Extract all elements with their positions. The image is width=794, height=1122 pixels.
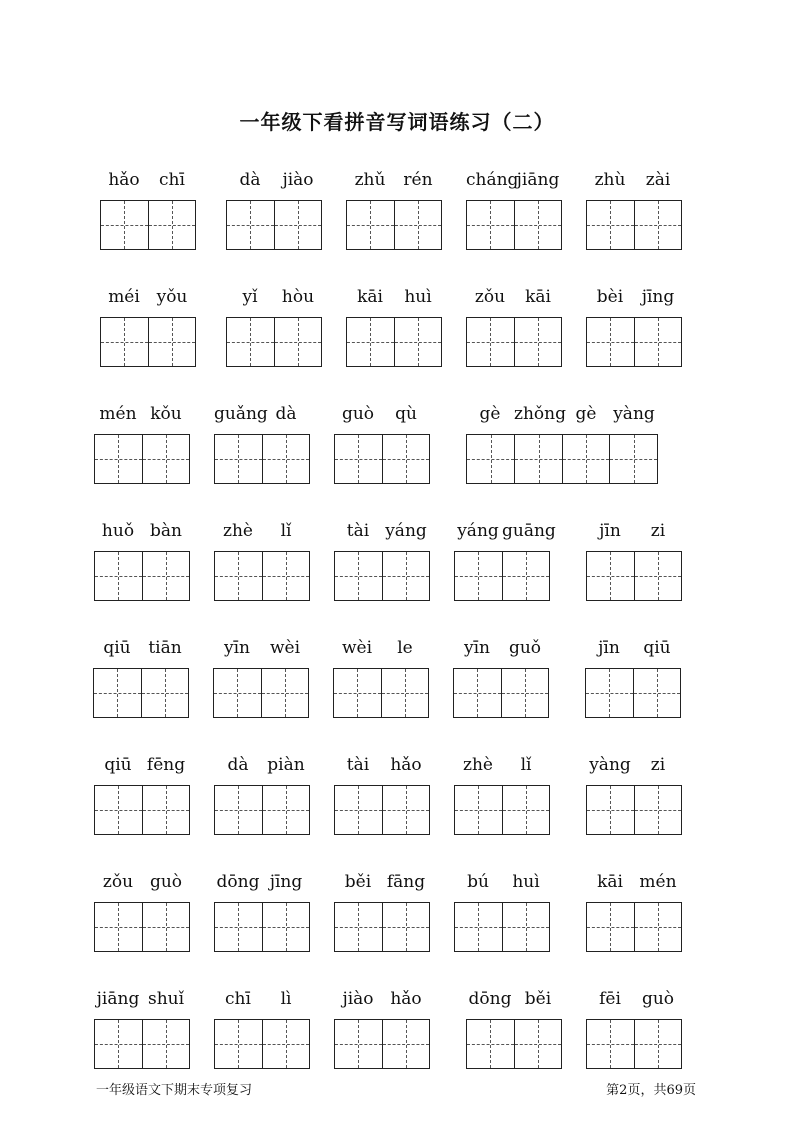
pinyin-syllable: jīn — [599, 521, 621, 541]
pinyin-syllable: zǒu — [102, 872, 134, 892]
pinyin-syllable: wèi — [269, 638, 301, 658]
writing-cell[interactable] — [334, 669, 381, 717]
writing-cell[interactable] — [262, 435, 309, 483]
writing-cell[interactable] — [142, 1020, 189, 1068]
tianzige-boxes — [466, 200, 562, 250]
pinyin-label — [214, 521, 310, 545]
writing-cell[interactable] — [262, 1020, 309, 1068]
tianzige-boxes — [214, 434, 310, 484]
writing-cell[interactable] — [382, 1020, 429, 1068]
writing-cell[interactable] — [142, 552, 189, 600]
pinyin-syllable: guò — [149, 872, 183, 892]
writing-cell[interactable] — [502, 903, 549, 951]
writing-cell[interactable] — [467, 318, 514, 366]
writing-cell[interactable] — [587, 201, 634, 249]
tianzige-boxes — [214, 902, 310, 952]
pinyin-syllable: zi — [650, 755, 666, 775]
pinyin-label — [333, 638, 429, 662]
tianzige-boxes — [453, 668, 549, 718]
pinyin-syllable: le — [397, 638, 413, 658]
pinyin-syllable: bú — [467, 872, 489, 892]
writing-cell[interactable] — [215, 903, 262, 951]
writing-cell[interactable] — [95, 1020, 142, 1068]
writing-cell[interactable] — [634, 903, 681, 951]
writing-cell[interactable] — [215, 435, 262, 483]
writing-cell[interactable] — [394, 318, 441, 366]
pinyin-syllable: chī — [225, 989, 251, 1009]
tianzige-boxes — [226, 317, 322, 367]
writing-cell[interactable] — [214, 669, 261, 717]
pinyin-syllable: dà — [227, 755, 249, 775]
tianzige-boxes — [94, 434, 190, 484]
pinyin-syllable: fēi — [599, 989, 621, 1009]
tianzige-boxes — [586, 551, 682, 601]
pinyin-label — [226, 287, 322, 311]
worksheet-title: 一年级下看拼音写词语练习（二） — [239, 110, 555, 134]
writing-cell[interactable] — [382, 786, 429, 834]
pinyin-syllable: jīng — [641, 287, 675, 307]
writing-cell[interactable] — [335, 1020, 382, 1068]
pinyin-syllable: piàn — [267, 755, 305, 775]
pinyin-syllable: yáng — [385, 521, 427, 541]
exercise-row — [0, 872, 794, 972]
tianzige-boxes — [100, 317, 196, 367]
pinyin-syllable: lǐ — [280, 521, 292, 541]
tianzige-boxes — [214, 785, 310, 835]
writing-cell[interactable] — [382, 552, 429, 600]
writing-cell[interactable] — [274, 201, 321, 249]
writing-cell[interactable] — [587, 786, 634, 834]
pinyin-label — [454, 872, 550, 896]
pinyin-syllable: qù — [395, 404, 417, 424]
pinyin-syllable: bàn — [150, 521, 182, 541]
pinyin-syllable: dà — [239, 170, 261, 190]
writing-cell[interactable] — [502, 552, 549, 600]
pinyin-label — [453, 638, 549, 662]
tianzige-boxes — [334, 785, 430, 835]
writing-cell[interactable] — [142, 903, 189, 951]
pinyin-syllable: jīng — [269, 872, 303, 892]
writing-cell[interactable] — [562, 435, 610, 483]
writing-cell[interactable] — [609, 435, 657, 483]
pinyin-syllable: guǒ — [508, 638, 542, 658]
pinyin-label — [586, 170, 682, 194]
writing-cell[interactable] — [335, 552, 382, 600]
pinyin-syllable: yàng — [613, 404, 655, 424]
pinyin-syllable: jiào — [282, 170, 314, 190]
pinyin-label — [214, 872, 310, 896]
writing-cell[interactable] — [101, 318, 148, 366]
pinyin-syllable: yīn — [464, 638, 490, 658]
writing-cell[interactable] — [335, 435, 382, 483]
pinyin-label — [226, 170, 322, 194]
pinyin-syllable: zhè — [223, 521, 253, 541]
tianzige-boxes — [346, 317, 442, 367]
pinyin-syllable: yīn — [224, 638, 250, 658]
writing-cell[interactable] — [514, 201, 561, 249]
writing-cell[interactable] — [347, 318, 394, 366]
pinyin-syllable: fāng — [386, 872, 426, 892]
pinyin-syllable: qiū — [104, 755, 132, 775]
tianzige-boxes — [585, 668, 681, 718]
pinyin-syllable: zhù — [594, 170, 626, 190]
pinyin-syllable: jīn — [598, 638, 620, 658]
pinyin-syllable: hǎo — [390, 989, 422, 1009]
pinyin-syllable: guǎng — [214, 404, 268, 424]
tianzige-boxes — [466, 1019, 562, 1069]
footer-course-label: 一年级语文下期末专项复习 — [96, 1083, 253, 1098]
pinyin-label — [100, 170, 196, 194]
pinyin-label — [466, 170, 562, 194]
pinyin-syllable: zhǔ — [354, 170, 386, 190]
writing-cell[interactable] — [501, 669, 548, 717]
tianzige-boxes — [586, 785, 682, 835]
pinyin-syllable: wèi — [341, 638, 373, 658]
pinyin-syllable: zǒu — [474, 287, 506, 307]
pinyin-syllable: yàng — [589, 755, 631, 775]
tianzige-boxes — [94, 785, 190, 835]
pinyin-syllable: chī — [159, 170, 185, 190]
pinyin-label — [334, 521, 430, 545]
writing-cell[interactable] — [274, 318, 321, 366]
writing-cell[interactable] — [262, 786, 309, 834]
tianzige-boxes — [466, 317, 562, 367]
pinyin-syllable: tài — [346, 521, 370, 541]
pinyin-syllable: yǐ — [242, 287, 258, 307]
writing-cell[interactable] — [634, 201, 681, 249]
pinyin-label — [94, 404, 190, 428]
pinyin-label — [466, 287, 562, 311]
writing-cell[interactable] — [502, 786, 549, 834]
pinyin-syllable: qiū — [643, 638, 671, 658]
writing-cell[interactable] — [227, 201, 274, 249]
tianzige-boxes — [214, 1019, 310, 1069]
writing-cell[interactable] — [455, 552, 502, 600]
writing-cell[interactable] — [94, 669, 141, 717]
pinyin-syllable: kāi — [597, 872, 623, 892]
pinyin-syllable: rén — [403, 170, 433, 190]
pinyin-syllable: gè — [479, 404, 501, 424]
pinyin-label — [466, 989, 562, 1013]
writing-cell[interactable] — [587, 903, 634, 951]
writing-cell[interactable] — [455, 786, 502, 834]
pinyin-label — [94, 872, 190, 896]
pinyin-syllable: jiào — [342, 989, 374, 1009]
pinyin-syllable: dōng — [468, 989, 512, 1009]
tianzige-boxes — [454, 551, 550, 601]
pinyin-syllable: jiāng — [96, 989, 140, 1009]
writing-cell[interactable] — [633, 669, 680, 717]
pinyin-syllable: guāng — [502, 521, 556, 541]
pinyin-syllable: běi — [524, 989, 552, 1009]
pinyin-syllable: qiū — [103, 638, 131, 658]
tianzige-boxes — [94, 551, 190, 601]
exercise-row — [0, 287, 794, 387]
pinyin-syllable: hǎo — [108, 170, 140, 190]
pinyin-syllable: lǐ — [520, 755, 532, 775]
tianzige-boxes — [94, 1019, 190, 1069]
pinyin-syllable: kǒu — [150, 404, 182, 424]
pinyin-label — [586, 521, 682, 545]
writing-cell[interactable] — [227, 318, 274, 366]
pinyin-syllable: guò — [341, 404, 375, 424]
tianzige-boxes — [213, 668, 309, 718]
pinyin-syllable: zhǒng — [514, 404, 566, 424]
pinyin-syllable: yáng — [457, 521, 499, 541]
writing-cell[interactable] — [95, 435, 142, 483]
writing-cell[interactable] — [586, 669, 633, 717]
writing-cell[interactable] — [634, 1020, 681, 1068]
writing-cell[interactable] — [142, 786, 189, 834]
pinyin-syllable: cháng — [466, 170, 519, 190]
pinyin-label — [585, 638, 681, 662]
tianzige-boxes — [93, 668, 189, 718]
pinyin-label — [586, 755, 682, 779]
pinyin-syllable: gè — [575, 404, 597, 424]
writing-cell[interactable] — [381, 669, 428, 717]
writing-cell[interactable] — [142, 435, 189, 483]
tianzige-boxes — [214, 551, 310, 601]
tianzige-boxes — [586, 317, 682, 367]
tianzige-boxes — [334, 902, 430, 952]
pinyin-syllable: hòu — [281, 287, 315, 307]
writing-cell[interactable] — [467, 1020, 514, 1068]
writing-cell[interactable] — [95, 552, 142, 600]
pinyin-label — [466, 404, 658, 428]
pinyin-syllable: shuǐ — [147, 989, 185, 1009]
pinyin-syllable: huì — [404, 287, 432, 307]
tianzige-boxes — [454, 785, 550, 835]
exercise-row — [0, 404, 794, 504]
tianzige-boxes — [226, 200, 322, 250]
pinyin-label — [346, 287, 442, 311]
pinyin-syllable: jiāng — [516, 170, 560, 190]
pinyin-syllable: yǒu — [156, 287, 188, 307]
pinyin-syllable: dōng — [216, 872, 260, 892]
pinyin-syllable: mén — [99, 404, 137, 424]
writing-cell[interactable] — [335, 786, 382, 834]
pinyin-label — [213, 638, 309, 662]
exercise-row — [0, 521, 794, 621]
writing-cell[interactable] — [101, 201, 148, 249]
pinyin-syllable: hǎo — [390, 755, 422, 775]
writing-cell[interactable] — [148, 318, 195, 366]
pinyin-syllable: lì — [280, 989, 292, 1009]
pinyin-label — [334, 404, 430, 428]
tianzige-boxes — [586, 902, 682, 952]
writing-cell[interactable] — [467, 201, 514, 249]
writing-cell[interactable] — [455, 903, 502, 951]
pinyin-syllable: kāi — [357, 287, 383, 307]
tianzige-boxes — [466, 434, 658, 484]
pinyin-label — [346, 170, 442, 194]
footer-page-number: 第2页，共69页 — [606, 1083, 696, 1098]
writing-cell[interactable] — [382, 435, 429, 483]
pinyin-label — [454, 521, 556, 545]
writing-cell[interactable] — [467, 435, 514, 483]
tianzige-boxes — [586, 200, 682, 250]
tianzige-boxes — [94, 902, 190, 952]
writing-cell[interactable] — [514, 435, 562, 483]
pinyin-syllable: dà — [275, 404, 297, 424]
pinyin-syllable: guò — [641, 989, 675, 1009]
writing-cell[interactable] — [587, 552, 634, 600]
writing-cell[interactable] — [634, 318, 681, 366]
writing-cell[interactable] — [514, 318, 561, 366]
pinyin-label — [93, 638, 189, 662]
writing-cell[interactable] — [514, 1020, 561, 1068]
pinyin-syllable: kāi — [525, 287, 551, 307]
pinyin-label — [94, 989, 190, 1013]
pinyin-label — [100, 287, 196, 311]
pinyin-label — [94, 755, 190, 779]
pinyin-label — [334, 872, 430, 896]
exercise-row — [0, 638, 794, 738]
writing-cell[interactable] — [454, 669, 501, 717]
writing-cell[interactable] — [148, 201, 195, 249]
writing-cell[interactable] — [215, 552, 262, 600]
pinyin-syllable: zhè — [463, 755, 493, 775]
writing-cell[interactable] — [587, 318, 634, 366]
pinyin-label — [214, 755, 310, 779]
tianzige-boxes — [334, 434, 430, 484]
pinyin-syllable: huǒ — [101, 521, 135, 541]
pinyin-label — [454, 755, 550, 779]
tianzige-boxes — [334, 551, 430, 601]
writing-cell[interactable] — [215, 786, 262, 834]
pinyin-syllable: bèi — [596, 287, 624, 307]
pinyin-syllable: tài — [346, 755, 370, 775]
pinyin-syllable: tiān — [148, 638, 182, 658]
tianzige-boxes — [454, 902, 550, 952]
writing-cell[interactable] — [382, 903, 429, 951]
tianzige-boxes — [333, 668, 429, 718]
exercise-row — [0, 989, 794, 1089]
pinyin-label — [586, 872, 682, 896]
pinyin-label — [334, 755, 430, 779]
pinyin-syllable: zi — [650, 521, 666, 541]
pinyin-label — [94, 521, 190, 545]
pinyin-label — [334, 989, 430, 1013]
tianzige-boxes — [346, 200, 442, 250]
pinyin-label — [214, 404, 310, 428]
pinyin-syllable: zài — [645, 170, 671, 190]
writing-cell[interactable] — [634, 786, 681, 834]
pinyin-label — [586, 989, 682, 1013]
tianzige-boxes — [100, 200, 196, 250]
tianzige-boxes — [586, 1019, 682, 1069]
pinyin-syllable: huì — [512, 872, 540, 892]
writing-cell[interactable] — [95, 903, 142, 951]
pinyin-syllable: méi — [108, 287, 140, 307]
exercise-row — [0, 755, 794, 855]
writing-cell[interactable] — [261, 669, 308, 717]
pinyin-label — [586, 287, 682, 311]
writing-cell[interactable] — [141, 669, 188, 717]
writing-cell[interactable] — [634, 552, 681, 600]
writing-cell[interactable] — [335, 903, 382, 951]
writing-cell[interactable] — [262, 903, 309, 951]
pinyin-syllable: běi — [344, 872, 372, 892]
writing-cell[interactable] — [262, 552, 309, 600]
writing-cell[interactable] — [394, 201, 441, 249]
exercise-row — [0, 170, 794, 270]
writing-cell[interactable] — [347, 201, 394, 249]
pinyin-syllable: fēng — [146, 755, 186, 775]
pinyin-syllable: mén — [639, 872, 677, 892]
writing-cell[interactable] — [95, 786, 142, 834]
pinyin-label — [214, 989, 310, 1013]
writing-cell[interactable] — [587, 1020, 634, 1068]
writing-cell[interactable] — [215, 1020, 262, 1068]
tianzige-boxes — [334, 1019, 430, 1069]
